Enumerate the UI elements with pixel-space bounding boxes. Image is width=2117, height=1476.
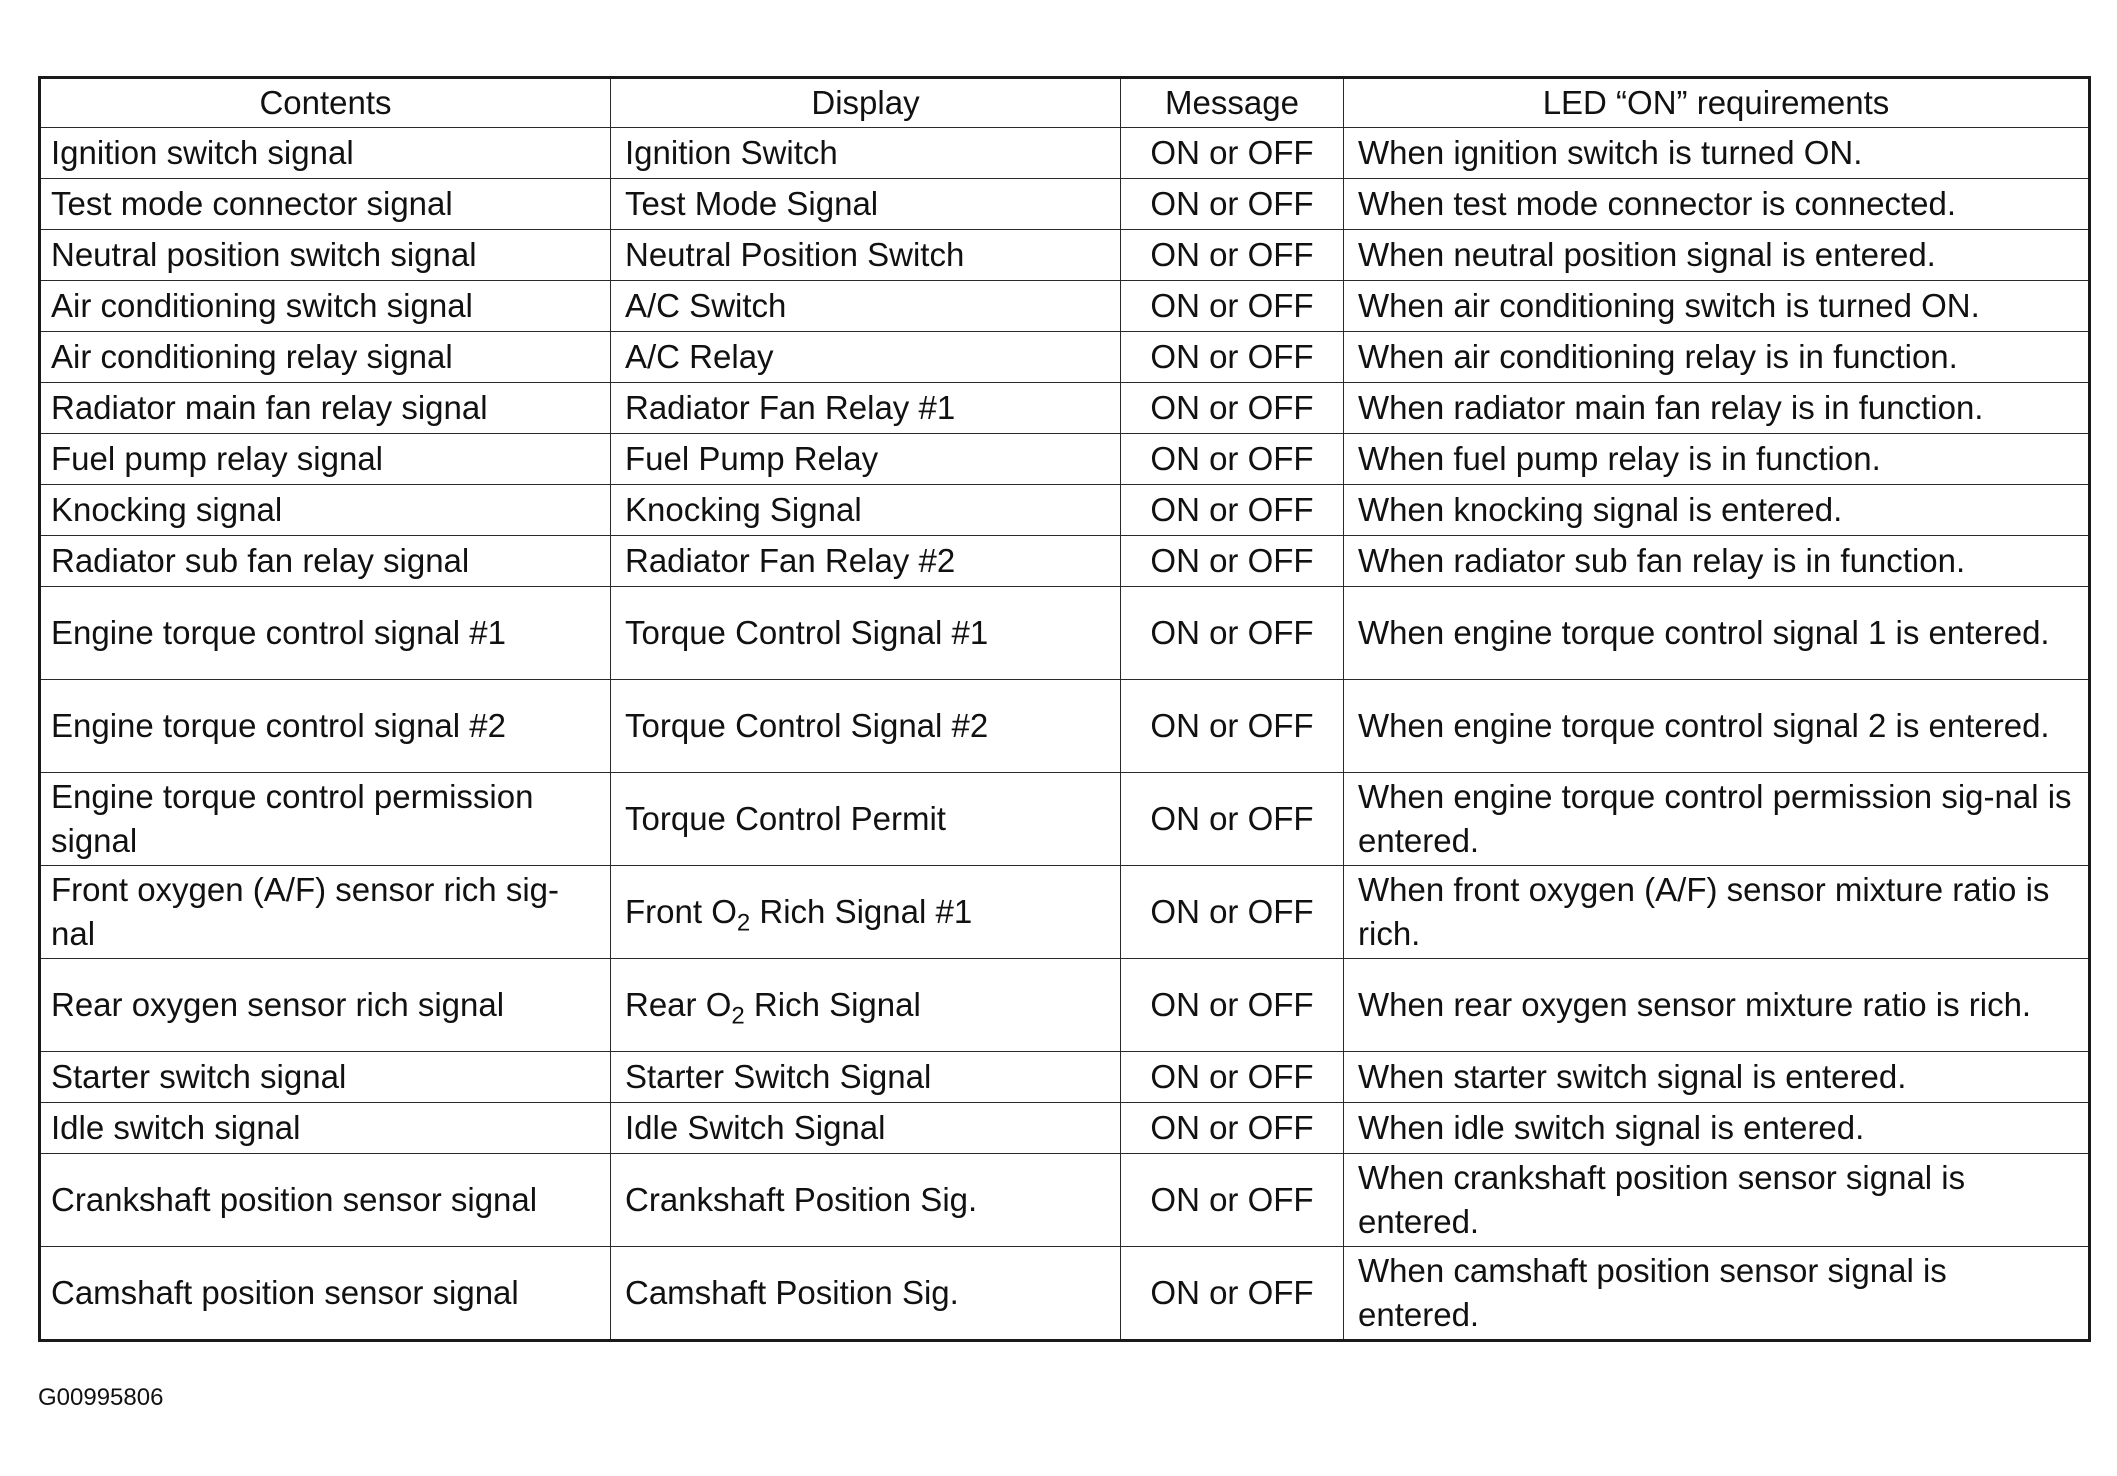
cell-display: Fuel Pump Relay: [611, 434, 1121, 485]
cell-led-requirement: When air conditioning relay is in function.: [1344, 332, 2090, 383]
table-row: [40, 536, 2090, 587]
cell-led-requirement: When rear oxygen sensor mixture ratio is rich.: [1344, 959, 2090, 1052]
cell-contents: Starter switch signal: [40, 1052, 611, 1103]
cell-display: Torque Control Signal #2: [611, 680, 1121, 773]
cell-led-requirement: When camshaft position sensor signal is entered.: [1344, 1247, 2090, 1341]
cell-display: Idle Switch Signal: [611, 1103, 1121, 1154]
table-row: [40, 332, 2090, 383]
cell-message: ON or OFF: [1121, 1247, 1344, 1341]
table-row: [40, 866, 2090, 959]
cell-led-requirement: When crankshaft position sensor signal is entered.: [1344, 1154, 2090, 1247]
cell-led-requirement: When front oxygen (A/F) sensor mixture ratio is rich.: [1344, 866, 2090, 959]
cell-contents: Ignition switch signal: [40, 128, 611, 179]
cell-contents: Knocking signal: [40, 485, 611, 536]
cell-led-requirement: When radiator sub fan relay is in function.: [1344, 536, 2090, 587]
display-text-pre: Rear O: [625, 986, 732, 1023]
cell-message: ON or OFF: [1121, 536, 1344, 587]
table-row: [40, 383, 2090, 434]
cell-display: [611, 959, 1121, 1052]
cell-message: ON or OFF: [1121, 866, 1344, 959]
cell-display: Torque Control Signal #1: [611, 587, 1121, 680]
display-text-post: Rich Signal: [744, 986, 921, 1023]
cell-message: ON or OFF: [1121, 773, 1344, 866]
table-row: [40, 128, 2090, 179]
cell-led-requirement: When idle switch signal is entered.: [1344, 1103, 2090, 1154]
cell-display: Ignition Switch: [611, 128, 1121, 179]
cell-message: ON or OFF: [1121, 959, 1344, 1052]
cell-led-requirement: When ignition switch is turned ON.: [1344, 128, 2090, 179]
cell-contents: Test mode connector signal: [40, 179, 611, 230]
led-signal-table: [38, 76, 2091, 1342]
cell-message: ON or OFF: [1121, 179, 1344, 230]
cell-message: ON or OFF: [1121, 587, 1344, 680]
cell-led-requirement: When test mode connector is connected.: [1344, 179, 2090, 230]
cell-contents: Rear oxygen sensor rich signal: [40, 959, 611, 1052]
table-row: [40, 1052, 2090, 1103]
cell-display: Radiator Fan Relay #2: [611, 536, 1121, 587]
table-row: [40, 587, 2090, 680]
table-header-row: [40, 78, 2090, 128]
cell-message: ON or OFF: [1121, 128, 1344, 179]
cell-contents: Crankshaft position sensor signal: [40, 1154, 611, 1247]
cell-contents: Neutral position switch signal: [40, 230, 611, 281]
cell-contents: Engine torque control signal #2: [40, 680, 611, 773]
cell-contents: Front oxygen (A/F) sensor rich sig-nal: [40, 866, 611, 959]
cell-led-requirement: When engine torque control signal 1 is entered.: [1344, 587, 2090, 680]
cell-contents: Engine torque control signal #1: [40, 587, 611, 680]
display-subscript: 2: [736, 909, 751, 937]
table-row: [40, 434, 2090, 485]
cell-led-requirement: When engine torque control permission sig-nal is entered.: [1344, 773, 2090, 866]
cell-display: Crankshaft Position Sig.: [611, 1154, 1121, 1247]
cell-message: ON or OFF: [1121, 680, 1344, 773]
cell-display: Starter Switch Signal: [611, 1052, 1121, 1103]
cell-display: Knocking Signal: [611, 485, 1121, 536]
cell-contents: Air conditioning switch signal: [40, 281, 611, 332]
cell-led-requirement: When radiator main fan relay is in function.: [1344, 383, 2090, 434]
table-row: [40, 485, 2090, 536]
cell-message: ON or OFF: [1121, 1103, 1344, 1154]
cell-display: Neutral Position Switch: [611, 230, 1121, 281]
cell-display: Radiator Fan Relay #1: [611, 383, 1121, 434]
cell-led-requirement: When fuel pump relay is in function.: [1344, 434, 2090, 485]
cell-contents: Idle switch signal: [40, 1103, 611, 1154]
table-row: [40, 959, 2090, 1052]
cell-message: ON or OFF: [1121, 281, 1344, 332]
cell-led-requirement: When neutral position signal is entered.: [1344, 230, 2090, 281]
cell-contents: Air conditioning relay signal: [40, 332, 611, 383]
cell-led-requirement: When knocking signal is entered.: [1344, 485, 2090, 536]
header-contents: Contents: [40, 78, 611, 128]
cell-display: Torque Control Permit: [611, 773, 1121, 866]
table-row: [40, 1154, 2090, 1247]
cell-contents: Engine torque control permission signal: [40, 773, 611, 866]
table-row: [40, 230, 2090, 281]
cell-message: ON or OFF: [1121, 485, 1344, 536]
header-message: Message: [1121, 78, 1344, 128]
cell-contents: Radiator sub fan relay signal: [40, 536, 611, 587]
cell-led-requirement: When air conditioning switch is turned ON.: [1344, 281, 2090, 332]
table-row: [40, 1103, 2090, 1154]
cell-display: Camshaft Position Sig.: [611, 1247, 1121, 1341]
cell-display: A/C Switch: [611, 281, 1121, 332]
cell-contents: Fuel pump relay signal: [40, 434, 611, 485]
cell-message: ON or OFF: [1121, 332, 1344, 383]
cell-contents: Radiator main fan relay signal: [40, 383, 611, 434]
display-text-post: Rich Signal #1: [750, 893, 973, 930]
cell-led-requirement: When starter switch signal is entered.: [1344, 1052, 2090, 1103]
signal-table-container: [38, 76, 2088, 1342]
cell-display: A/C Relay: [611, 332, 1121, 383]
header-display: Display: [611, 78, 1121, 128]
cell-contents: Camshaft position sensor signal: [40, 1247, 611, 1341]
cell-message: ON or OFF: [1121, 434, 1344, 485]
figure-id: G00995806: [38, 1384, 164, 1411]
cell-display: Test Mode Signal: [611, 179, 1121, 230]
table-row: [40, 680, 2090, 773]
display-text-pre: Front O: [625, 893, 737, 930]
table-row: [40, 281, 2090, 332]
header-led-requirements: LED “ON” requirements: [1344, 78, 2090, 128]
cell-display: [611, 866, 1121, 959]
display-subscript: 2: [731, 1002, 745, 1030]
table-row: [40, 1247, 2090, 1341]
cell-message: ON or OFF: [1121, 230, 1344, 281]
table-row: [40, 773, 2090, 866]
cell-led-requirement: When engine torque control signal 2 is entered.: [1344, 680, 2090, 773]
cell-message: ON or OFF: [1121, 1052, 1344, 1103]
cell-message: ON or OFF: [1121, 383, 1344, 434]
cell-message: ON or OFF: [1121, 1154, 1344, 1247]
table-row: [40, 179, 2090, 230]
